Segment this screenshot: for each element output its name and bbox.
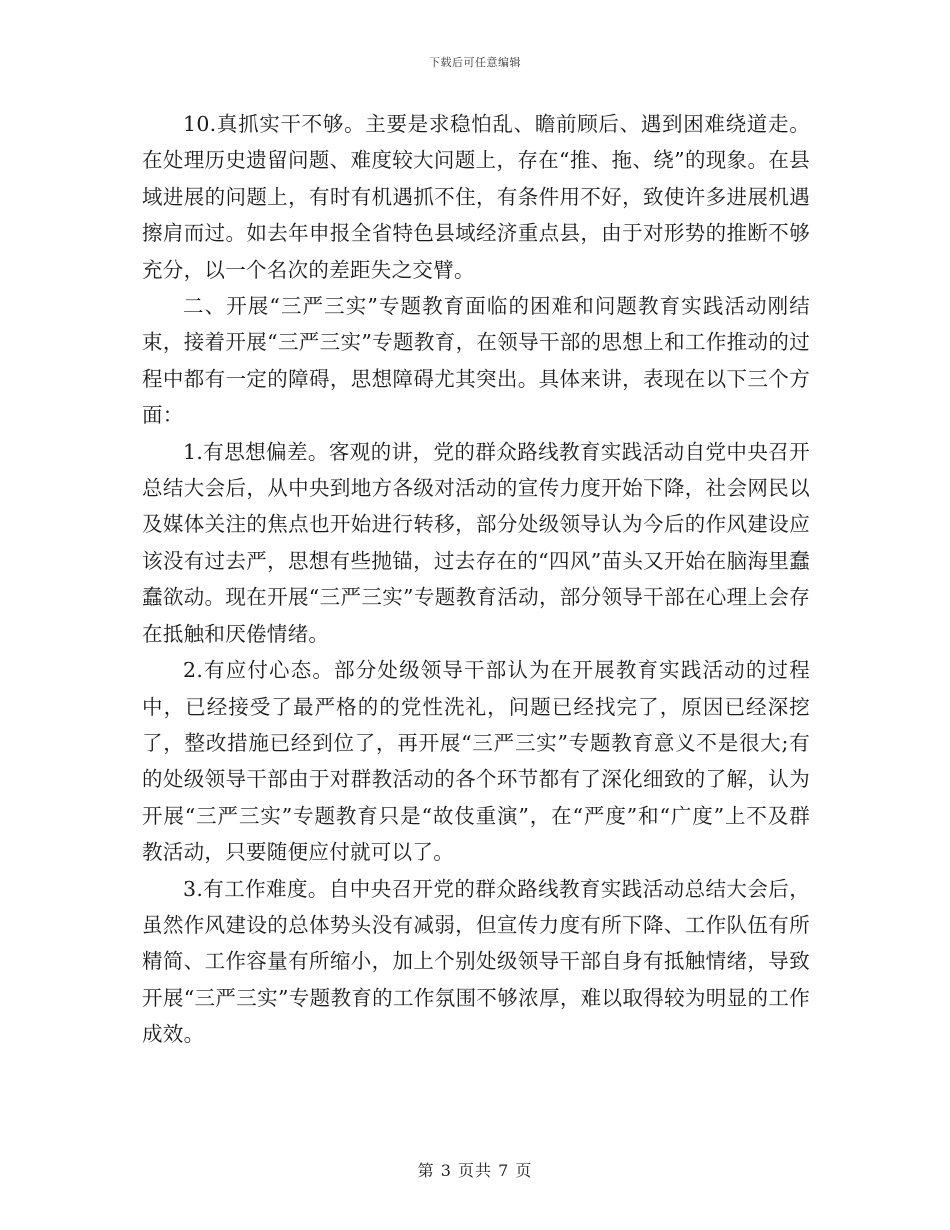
document-body xyxy=(142,106,810,1053)
paragraph-point-3: 3.有工作难度。自中央召开党的群众路线教育实践活动总结大会后，虽然作风建设的总体势头没有减弱，但宣传力度有所下降、工作队伍有所精简、工作容量有所缩小，加上个别处级领导干部自身有抵触情绪，导致开展“三严三实”专题教育的工作氛围不够浓厚，难以取得较为明显的工作成效。 xyxy=(142,876,810,1047)
paragraph-section-two: 二、开展“三严三实”专题教育面临的困难和问题教育实践活动刚结束，接着开展“三严三实”专题教育，在领导干部的思想上和工作推动的过程中都有一定的障碍，思想障碍尤其突出。具体来讲，表现在以下三个方面： xyxy=(142,294,810,428)
paragraph-point-2: 2.有应付心态。部分处级领导干部认为在开展教育实践活动的过程中，已经接受了最严格的的党性洗礼，问题已经找完了，原因已经深挖了，整改措施已经到位了，再开展“三严三实”专题教育意义不是很大;有的处级领导干部由于对群教活动的各个环节都有了深化细致的了解，认为开展“三严三实”专题教育只是“故伎重演”，在“严度”和“广度”上不及群教活动，只要随便应付就可以了。 xyxy=(142,658,810,865)
paragraph-point-10: 10.真抓实干不够。主要是求稳怕乱、瞻前顾后、遇到困难绕道走。在处理历史遗留问题、难度较大问题上，存在“推、拖、绕”的现象。在县域进展的问题上，有时有机遇抓不住，有条件用不好，致使许多进展机遇擦肩而过。如去年申报全省特色县域经济重点县，由于对形势的推断不够充分，以一个名次的差距失之交臂。 xyxy=(142,112,810,282)
paragraph-point-1: 1.有思想偏差。客观的讲，党的群众路线教育实践活动自党中央召开总结大会后，从中央到地方各级对活动的宣传力度开始下降，社会网民以及媒体关注的焦点也开始进行转移，部分处级领导认为今后的作风建设应该没有过去严，思想有些抛锚，过去存在的“四风”苗头又开始在脑海里蠢蠢欲动。现在开展“三严三实”专题教育活动，部分领导干部在心理上会存在抵触和厌倦情绪。 xyxy=(142,439,810,646)
page-number: 第 3 页共 7 页 xyxy=(417,1161,533,1180)
header-note: 下载后可任意编辑 xyxy=(429,56,521,69)
